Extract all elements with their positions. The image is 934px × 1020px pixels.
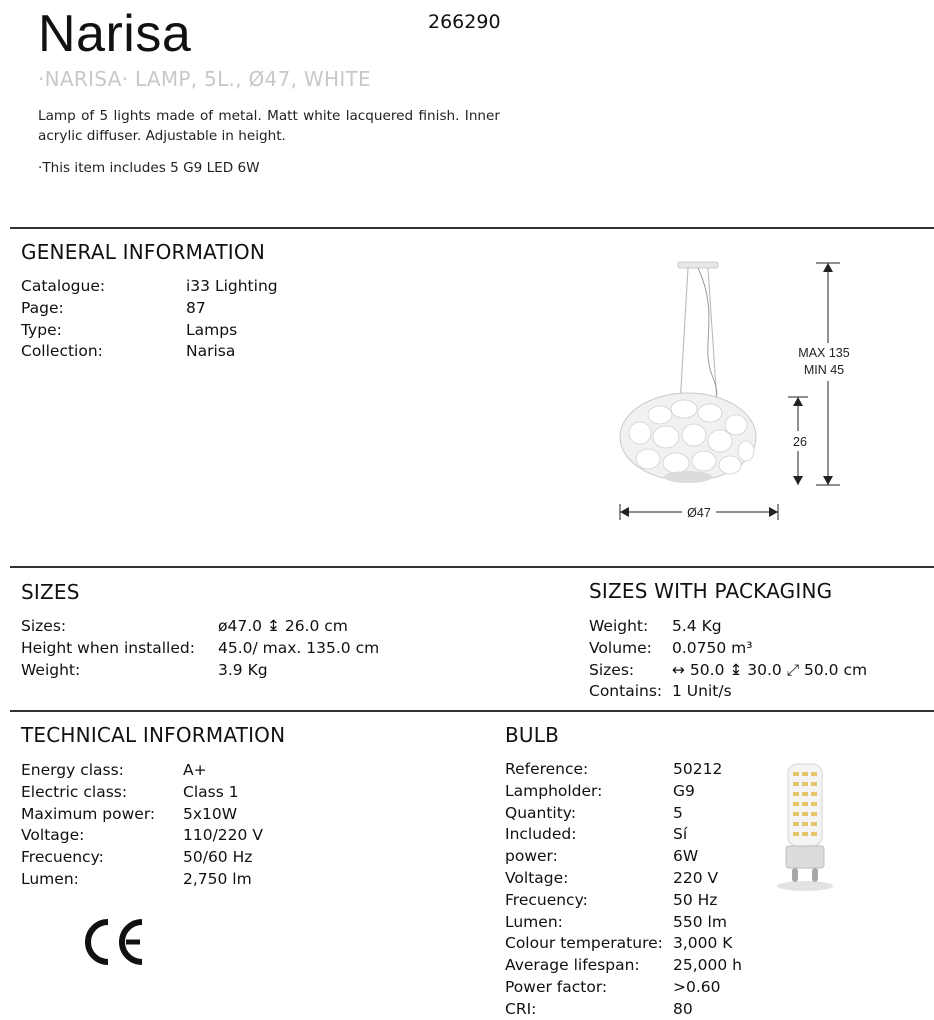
suspension-cable — [708, 268, 717, 403]
info-row — [21, 616, 379, 638]
info-row — [589, 660, 867, 682]
info-row — [505, 759, 742, 781]
info-row — [21, 638, 379, 660]
product-reference: 266290 — [428, 11, 501, 33]
info-row — [505, 781, 742, 803]
info-value: ↔ 50.0 ↨ 30.0 ⤢ 50.0 cm — [672, 660, 868, 679]
info-row — [21, 341, 278, 363]
info-row — [21, 782, 263, 804]
info-value: 2,750 lm — [183, 869, 252, 888]
info-value: 50/60 Hz — [183, 848, 253, 867]
info-label: Weight: — [21, 660, 81, 679]
info-row — [21, 847, 263, 869]
info-value: 45.0/ max. 135.0 cm — [218, 638, 380, 657]
info-label: Energy class: — [21, 761, 124, 779]
technical-info-list — [21, 760, 263, 891]
diameter-label: Ø47 — [687, 506, 711, 520]
info-value: Lamps — [186, 320, 238, 339]
max-label: MAX 135 — [798, 346, 850, 360]
info-label: Voltage: — [505, 868, 569, 887]
info-value: Class 1 — [183, 782, 239, 801]
info-value: G9 — [673, 781, 695, 800]
info-label: Reference: — [505, 760, 589, 778]
info-row — [21, 760, 263, 782]
info-value: Narisa — [186, 342, 236, 361]
info-label: Lumen: — [21, 869, 79, 888]
info-label: Frecuency: — [505, 890, 588, 909]
info-value: 0.0750 m³ — [672, 638, 753, 657]
info-value: 220 V — [673, 868, 719, 887]
bulb-info-list — [505, 759, 742, 1020]
info-row — [21, 660, 379, 682]
info-value: 87 — [186, 298, 206, 317]
packaging-list — [589, 616, 867, 703]
info-label: Page: — [21, 298, 64, 317]
info-value: 5 — [673, 803, 683, 822]
info-label: Sizes: — [589, 660, 635, 679]
product-title: Narisa — [38, 5, 192, 63]
info-row — [505, 955, 742, 977]
min-label: MIN 45 — [803, 363, 845, 377]
info-value: Sí — [673, 825, 688, 844]
lamp-dimension-diagram — [600, 255, 870, 535]
info-row — [505, 803, 742, 825]
ce-mark-icon — [80, 912, 150, 972]
product-subtitle: ·NARISA· LAMP, 5L., Ø47, WHITE — [38, 67, 371, 91]
info-label: Lumen: — [505, 912, 563, 931]
power-cable — [698, 268, 717, 405]
info-label: Voltage: — [21, 826, 85, 845]
arrow-down-icon — [823, 476, 833, 485]
info-row — [589, 616, 867, 638]
info-row — [505, 846, 742, 868]
info-value: 5.4 Kg — [672, 617, 722, 635]
ceiling-canopy — [678, 262, 718, 268]
info-row — [21, 276, 278, 298]
info-value: 3,000 K — [673, 934, 733, 953]
info-label: Power factor: — [505, 977, 608, 996]
section-title-bulb: BULB — [505, 723, 560, 747]
info-row — [21, 298, 278, 320]
info-value: ø47.0 ↨ 26.0 cm — [218, 617, 348, 635]
info-value: 5x10W — [183, 804, 238, 823]
info-value: 50212 — [673, 760, 723, 778]
info-label: Average lifespan: — [505, 956, 640, 975]
product-includes: ·This item includes 5 G9 LED 6W — [38, 160, 260, 176]
info-row — [505, 824, 742, 846]
info-value: 550 lm — [673, 912, 727, 931]
info-label: Included: — [505, 825, 577, 844]
product-description: Lamp of 5 lights made of metal. Matt white lacquered finish. Inner acrylic diffuser. Adjustable in height. — [38, 108, 500, 144]
info-label: Type: — [21, 320, 62, 339]
info-label: CRI: — [505, 999, 537, 1018]
lamp-shade — [620, 393, 756, 483]
info-label: Volume: — [589, 638, 652, 657]
info-row — [505, 977, 742, 999]
info-label: Weight: — [589, 617, 649, 635]
info-label: Frecuency: — [21, 848, 104, 867]
info-label: Catalogue: — [21, 277, 106, 295]
info-value: A+ — [183, 761, 207, 779]
info-row — [505, 912, 742, 934]
info-label: Colour temperature: — [505, 934, 663, 953]
info-row — [21, 804, 263, 826]
info-row — [21, 825, 263, 847]
info-row — [505, 999, 742, 1020]
info-label: Contains: — [589, 682, 663, 701]
section-title-sizes: SIZES — [21, 580, 80, 604]
info-label: Quantity: — [505, 803, 577, 822]
info-value: 3.9 Kg — [218, 660, 268, 679]
arrow-up-icon — [823, 263, 833, 272]
info-row — [589, 638, 867, 660]
g9-led-bulb-image — [770, 760, 840, 895]
info-value: 50 Hz — [673, 890, 718, 909]
info-label: Electric class: — [21, 782, 128, 801]
divider-general — [10, 227, 934, 229]
section-title-technical: TECHNICAL INFORMATION — [21, 723, 286, 747]
info-value: >0.60 — [673, 977, 721, 996]
height-label: 26 — [793, 435, 807, 449]
info-row — [21, 320, 278, 342]
info-label: Lampholder: — [505, 781, 603, 800]
info-row — [589, 681, 867, 703]
info-label: power: — [505, 847, 558, 866]
info-label: Collection: — [21, 342, 103, 361]
info-row — [505, 868, 742, 890]
info-value: 110/220 V — [183, 826, 263, 845]
info-value: 6W — [673, 847, 699, 866]
sizes-list — [21, 616, 379, 681]
info-row — [21, 869, 263, 891]
info-label: Height when installed: — [21, 638, 195, 657]
info-label: Sizes: — [21, 617, 67, 635]
divider-technical — [10, 710, 934, 712]
info-row — [505, 933, 742, 955]
section-title-packaging: SIZES WITH PACKAGING — [589, 579, 833, 603]
suspension-cable — [680, 268, 688, 405]
info-value: 80 — [673, 999, 693, 1018]
info-label: Maximum power: — [21, 804, 156, 823]
divider-sizes — [10, 566, 934, 568]
general-info-list — [21, 276, 278, 363]
info-value: 25,000 h — [673, 956, 742, 975]
info-row — [505, 890, 742, 912]
info-value: i33 Lighting — [186, 277, 278, 295]
info-value: 1 Unit/s — [672, 682, 732, 701]
section-title-general: GENERAL INFORMATION — [21, 240, 266, 264]
